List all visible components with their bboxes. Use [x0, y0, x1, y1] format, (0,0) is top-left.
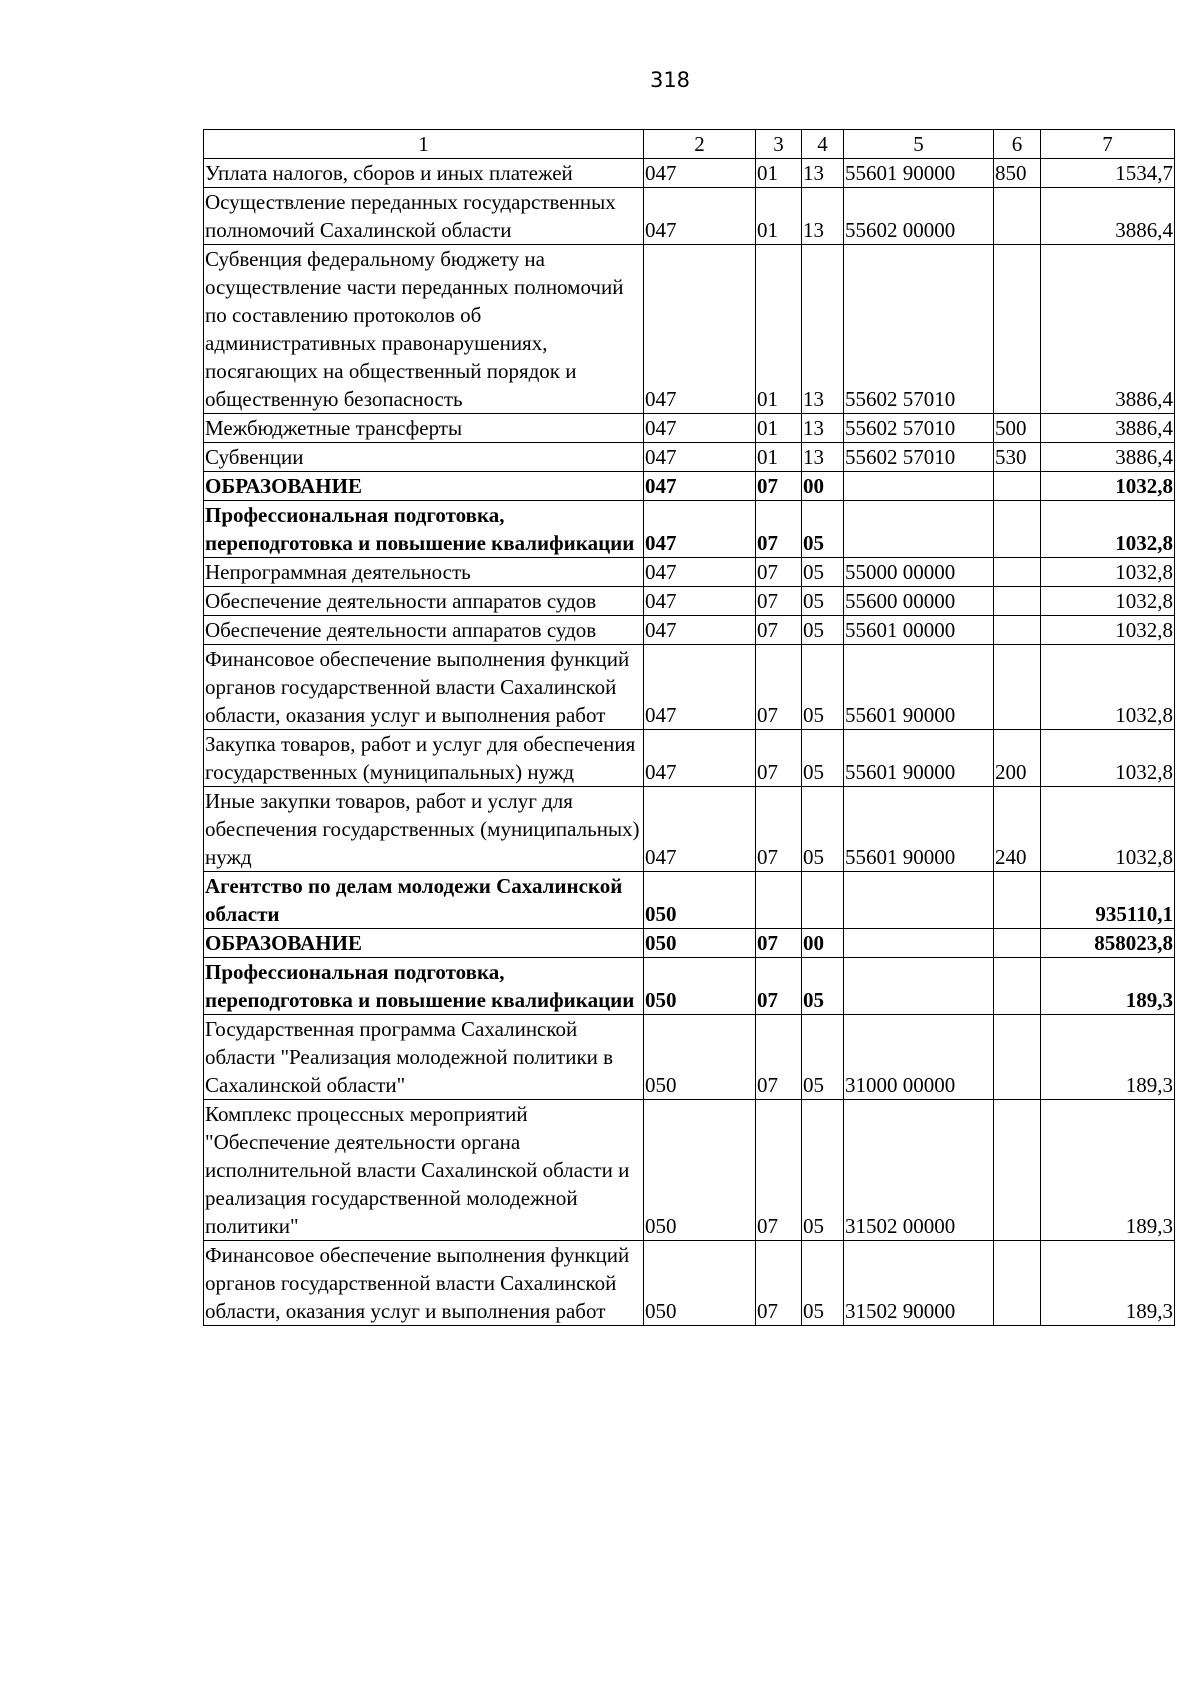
cell-amount: 3886,4 — [1041, 188, 1175, 245]
cell-admin-code: 047 — [644, 414, 756, 443]
cell-subsection: 05 — [802, 1100, 844, 1241]
table-row — [204, 872, 1175, 929]
cell-target-article — [844, 958, 994, 1015]
cell-section: 07 — [756, 558, 802, 587]
cell-expense-type — [994, 958, 1041, 1015]
cell-amount: 3886,4 — [1041, 443, 1175, 472]
cell-name: Закупка товаров, работ и услуг для обеспечения государственных (муниципальных) нужд — [204, 730, 644, 787]
cell-name: Субвенции — [204, 443, 644, 472]
cell-section: 07 — [756, 1241, 802, 1326]
cell-admin-code: 047 — [644, 587, 756, 616]
cell-admin-code: 050 — [644, 1241, 756, 1326]
cell-target-article: 31502 90000 — [844, 1241, 994, 1326]
cell-expense-type: 850 — [994, 159, 1041, 188]
cell-subsection: 05 — [802, 1015, 844, 1100]
cell-subsection: 13 — [802, 159, 844, 188]
cell-target-article: 55602 57010 — [844, 414, 994, 443]
cell-amount: 189,3 — [1041, 1100, 1175, 1241]
cell-name: Комплекс процессных мероприятий "Обеспечение деятельности органа исполнительной власти Сахалинской области и реализация государственной молодежной политики" — [204, 1100, 644, 1241]
cell-name: Осуществление переданных государственных полномочий Сахалинской области — [204, 188, 644, 245]
cell-name: Субвенция федеральному бюджету на осуществление части переданных полномочий по составлению протоколов об административных правонарушениях, посягающих на общественный порядок и общественную безопасность — [204, 245, 644, 414]
cell-section — [756, 872, 802, 929]
table-row — [204, 443, 1175, 472]
cell-target-article: 55600 00000 — [844, 587, 994, 616]
cell-subsection: 05 — [802, 616, 844, 645]
cell-target-article: 55601 00000 — [844, 616, 994, 645]
cell-name: Непрограммная деятельность — [204, 558, 644, 587]
cell-expense-type — [994, 929, 1041, 958]
cell-amount: 1032,8 — [1041, 587, 1175, 616]
table-row — [204, 730, 1175, 787]
cell-subsection: 05 — [802, 558, 844, 587]
cell-amount: 189,3 — [1041, 1015, 1175, 1100]
table-row — [204, 1241, 1175, 1326]
cell-subsection: 05 — [802, 730, 844, 787]
cell-subsection — [802, 872, 844, 929]
cell-expense-type: 500 — [994, 414, 1041, 443]
cell-admin-code: 050 — [644, 1015, 756, 1100]
cell-subsection: 05 — [802, 1241, 844, 1326]
cell-target-article: 55602 00000 — [844, 188, 994, 245]
cell-amount: 858023,8 — [1041, 929, 1175, 958]
cell-subsection: 00 — [802, 472, 844, 501]
cell-name: ОБРАЗОВАНИЕ — [204, 472, 644, 501]
header-cell: 1 — [204, 130, 644, 159]
cell-subsection: 00 — [802, 929, 844, 958]
cell-amount: 935110,1 — [1041, 872, 1175, 929]
table-row — [204, 958, 1175, 1015]
cell-section: 07 — [756, 1015, 802, 1100]
cell-section: 07 — [756, 472, 802, 501]
cell-subsection: 13 — [802, 414, 844, 443]
header-cell: 4 — [802, 130, 844, 159]
cell-target-article: 55602 57010 — [844, 443, 994, 472]
cell-target-article: 55601 90000 — [844, 787, 994, 872]
cell-target-article: 31502 00000 — [844, 1100, 994, 1241]
cell-amount: 1534,7 — [1041, 159, 1175, 188]
cell-expense-type — [994, 1015, 1041, 1100]
table-row — [204, 616, 1175, 645]
cell-section: 07 — [756, 587, 802, 616]
header-cell: 5 — [844, 130, 994, 159]
table-row — [204, 787, 1175, 872]
cell-admin-code: 050 — [644, 872, 756, 929]
cell-name: ОБРАЗОВАНИЕ — [204, 929, 644, 958]
table-row — [204, 414, 1175, 443]
cell-section: 07 — [756, 730, 802, 787]
cell-admin-code: 047 — [644, 501, 756, 558]
table-row — [204, 587, 1175, 616]
cell-expense-type — [994, 645, 1041, 730]
cell-subsection: 05 — [802, 501, 844, 558]
cell-admin-code: 047 — [644, 730, 756, 787]
cell-target-article: 55601 90000 — [844, 730, 994, 787]
cell-target-article: 31000 00000 — [844, 1015, 994, 1100]
cell-section: 07 — [756, 787, 802, 872]
cell-section: 01 — [756, 443, 802, 472]
cell-section: 07 — [756, 501, 802, 558]
cell-subsection: 13 — [802, 443, 844, 472]
table-row — [204, 472, 1175, 501]
page-number: 318 — [649, 68, 691, 92]
cell-amount: 1032,8 — [1041, 501, 1175, 558]
header-cell: 7 — [1041, 130, 1175, 159]
cell-admin-code: 047 — [644, 472, 756, 501]
cell-target-article: 55601 90000 — [844, 645, 994, 730]
cell-name: Иные закупки товаров, работ и услуг для обеспечения государственных (муниципальных) нужд — [204, 787, 644, 872]
header-cell: 2 — [644, 130, 756, 159]
cell-section: 01 — [756, 188, 802, 245]
cell-section: 07 — [756, 1100, 802, 1241]
cell-expense-type: 200 — [994, 730, 1041, 787]
table-row — [204, 929, 1175, 958]
cell-target-article: 55602 57010 — [844, 245, 994, 414]
cell-name: Обеспечение деятельности аппаратов судов — [204, 616, 644, 645]
cell-target-article — [844, 501, 994, 558]
header-cell: 3 — [756, 130, 802, 159]
cell-admin-code: 047 — [644, 245, 756, 414]
cell-target-article: 55601 90000 — [844, 159, 994, 188]
table-row — [204, 159, 1175, 188]
cell-admin-code: 047 — [644, 645, 756, 730]
cell-target-article: 55000 00000 — [844, 558, 994, 587]
cell-name: Государственная программа Сахалинской области "Реализация молодежной политики в Сахалинской области" — [204, 1015, 644, 1100]
cell-amount: 3886,4 — [1041, 245, 1175, 414]
table-row — [204, 645, 1175, 730]
cell-expense-type — [994, 872, 1041, 929]
cell-expense-type: 530 — [994, 443, 1041, 472]
cell-section: 07 — [756, 958, 802, 1015]
cell-amount: 1032,8 — [1041, 787, 1175, 872]
cell-amount: 189,3 — [1041, 1241, 1175, 1326]
cell-expense-type — [994, 616, 1041, 645]
cell-amount: 1032,8 — [1041, 616, 1175, 645]
cell-section: 01 — [756, 245, 802, 414]
cell-admin-code: 047 — [644, 558, 756, 587]
cell-name: Уплата налогов, сборов и иных платежей — [204, 159, 644, 188]
cell-expense-type — [994, 188, 1041, 245]
cell-name: Финансовое обеспечение выполнения функций органов государственной власти Сахалинской области, оказания услуг и выполнения работ — [204, 1241, 644, 1326]
cell-name: Профессиональная подготовка, переподготовка и повышение квалификации — [204, 501, 644, 558]
cell-subsection: 13 — [802, 188, 844, 245]
table-row — [204, 501, 1175, 558]
cell-amount: 3886,4 — [1041, 414, 1175, 443]
cell-name: Агентство по делам молодежи Сахалинской области — [204, 872, 644, 929]
cell-expense-type — [994, 1100, 1041, 1241]
cell-target-article — [844, 472, 994, 501]
cell-admin-code: 047 — [644, 787, 756, 872]
cell-subsection: 05 — [802, 645, 844, 730]
cell-expense-type — [994, 472, 1041, 501]
table-row — [204, 1100, 1175, 1241]
cell-amount: 1032,8 — [1041, 730, 1175, 787]
cell-admin-code: 047 — [644, 159, 756, 188]
cell-section: 01 — [756, 159, 802, 188]
cell-subsection: 05 — [802, 958, 844, 1015]
cell-expense-type — [994, 558, 1041, 587]
cell-expense-type — [994, 501, 1041, 558]
table-row — [204, 188, 1175, 245]
cell-amount: 1032,8 — [1041, 645, 1175, 730]
cell-name: Межбюджетные трансферты — [204, 414, 644, 443]
table-row — [204, 558, 1175, 587]
cell-expense-type — [994, 587, 1041, 616]
cell-section: 07 — [756, 645, 802, 730]
header-cell: 6 — [994, 130, 1041, 159]
cell-expense-type — [994, 245, 1041, 414]
cell-subsection: 05 — [802, 587, 844, 616]
cell-section: 07 — [756, 929, 802, 958]
cell-admin-code: 047 — [644, 443, 756, 472]
cell-section: 07 — [756, 616, 802, 645]
header-row — [204, 130, 1175, 159]
cell-target-article — [844, 872, 994, 929]
cell-target-article — [844, 929, 994, 958]
cell-expense-type: 240 — [994, 787, 1041, 872]
cell-admin-code: 047 — [644, 616, 756, 645]
table-row — [204, 245, 1175, 414]
cell-amount: 1032,8 — [1041, 472, 1175, 501]
cell-section: 01 — [756, 414, 802, 443]
table-row — [204, 1015, 1175, 1100]
budget-table — [203, 129, 1175, 1326]
table-body — [204, 130, 1175, 1326]
cell-name: Финансовое обеспечение выполнения функций органов государственной власти Сахалинской области, оказания услуг и выполнения работ — [204, 645, 644, 730]
cell-subsection: 13 — [802, 245, 844, 414]
cell-name: Обеспечение деятельности аппаратов судов — [204, 587, 644, 616]
cell-admin-code: 050 — [644, 1100, 756, 1241]
cell-subsection: 05 — [802, 787, 844, 872]
cell-admin-code: 050 — [644, 958, 756, 1015]
cell-admin-code: 047 — [644, 188, 756, 245]
cell-amount: 1032,8 — [1041, 558, 1175, 587]
cell-name: Профессиональная подготовка, переподготовка и повышение квалификации — [204, 958, 644, 1015]
cell-expense-type — [994, 1241, 1041, 1326]
cell-amount: 189,3 — [1041, 958, 1175, 1015]
cell-admin-code: 050 — [644, 929, 756, 958]
